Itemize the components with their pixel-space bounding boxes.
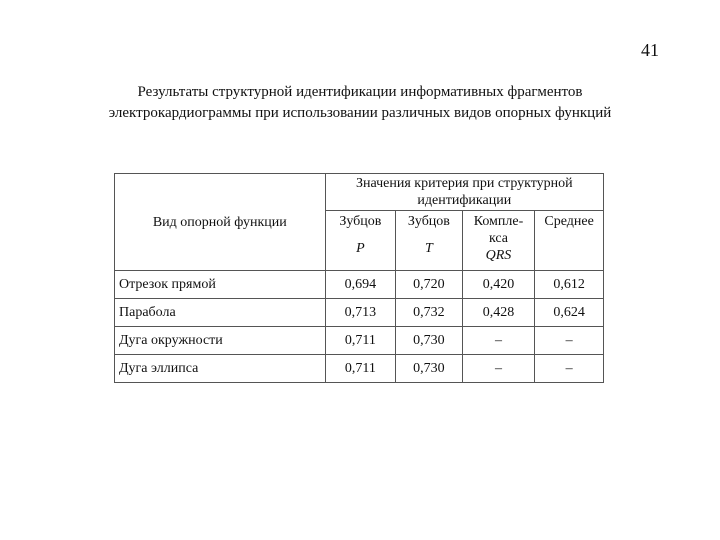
cell-qrs-value: – — [462, 327, 535, 355]
header-column-p-symbol: P — [356, 241, 365, 256]
row-function-name: Дуга окружности — [115, 327, 326, 355]
header-column-qrs-line-1: Компле- — [473, 214, 524, 229]
table-row — [115, 299, 604, 327]
cell-qrs-value: 0,428 — [462, 299, 535, 327]
table-row — [115, 355, 604, 383]
table-row — [115, 271, 604, 299]
cell-qrs-value: 0,420 — [462, 271, 535, 299]
cell-t-value: 0,730 — [396, 355, 463, 383]
cell-t-value: 0,720 — [396, 271, 463, 299]
page-title — [40, 82, 680, 124]
cell-average-value: – — [535, 327, 604, 355]
row-function-name: Дуга эллипса — [115, 355, 326, 383]
header-criterion-line-2: идентификации — [417, 193, 512, 208]
cell-p-value: 0,713 — [325, 299, 396, 327]
header-column-t-line-1: Зубцов — [407, 214, 450, 229]
title-line-2: электрокардиограммы при использовании различных видов опорных функций — [108, 105, 612, 121]
header-column-p-line-1: Зубцов — [339, 214, 382, 229]
cell-t-value: 0,732 — [396, 299, 463, 327]
table-row — [115, 327, 604, 355]
header-function-type: Вид опорной функции — [115, 174, 326, 271]
header-column-qrs-line-2 — [463, 230, 535, 264]
row-function-name: Парабола — [115, 299, 326, 327]
results-table — [114, 173, 604, 383]
header-column-qrs-prefix: кса — [488, 231, 509, 246]
cell-p-value: 0,711 — [325, 327, 396, 355]
header-criterion-line-1: Значения критерия при структурной — [355, 176, 573, 191]
header-column-t-symbol: T — [425, 241, 433, 256]
header-column-average-label: Среднее — [544, 214, 594, 229]
page-number: 41 — [641, 40, 659, 60]
cell-average-value: – — [535, 355, 604, 383]
cell-t-value: 0,730 — [396, 327, 463, 355]
cell-p-value: 0,711 — [325, 355, 396, 383]
cell-average-value: 0,612 — [535, 271, 604, 299]
cell-qrs-value: – — [462, 355, 535, 383]
header-column-t-wave — [396, 211, 463, 271]
row-function-name: Отрезок прямой — [115, 271, 326, 299]
header-column-qrs-complex — [462, 211, 535, 271]
header-column-p-wave — [325, 211, 396, 271]
header-column-average — [535, 211, 604, 271]
header-criterion-values — [325, 174, 603, 211]
cell-p-value: 0,694 — [325, 271, 396, 299]
title-line-1: Результаты структурной идентификации информативных фрагментов — [137, 84, 583, 100]
header-column-qrs-symbol: QRS — [485, 248, 512, 263]
cell-average-value: 0,624 — [535, 299, 604, 327]
